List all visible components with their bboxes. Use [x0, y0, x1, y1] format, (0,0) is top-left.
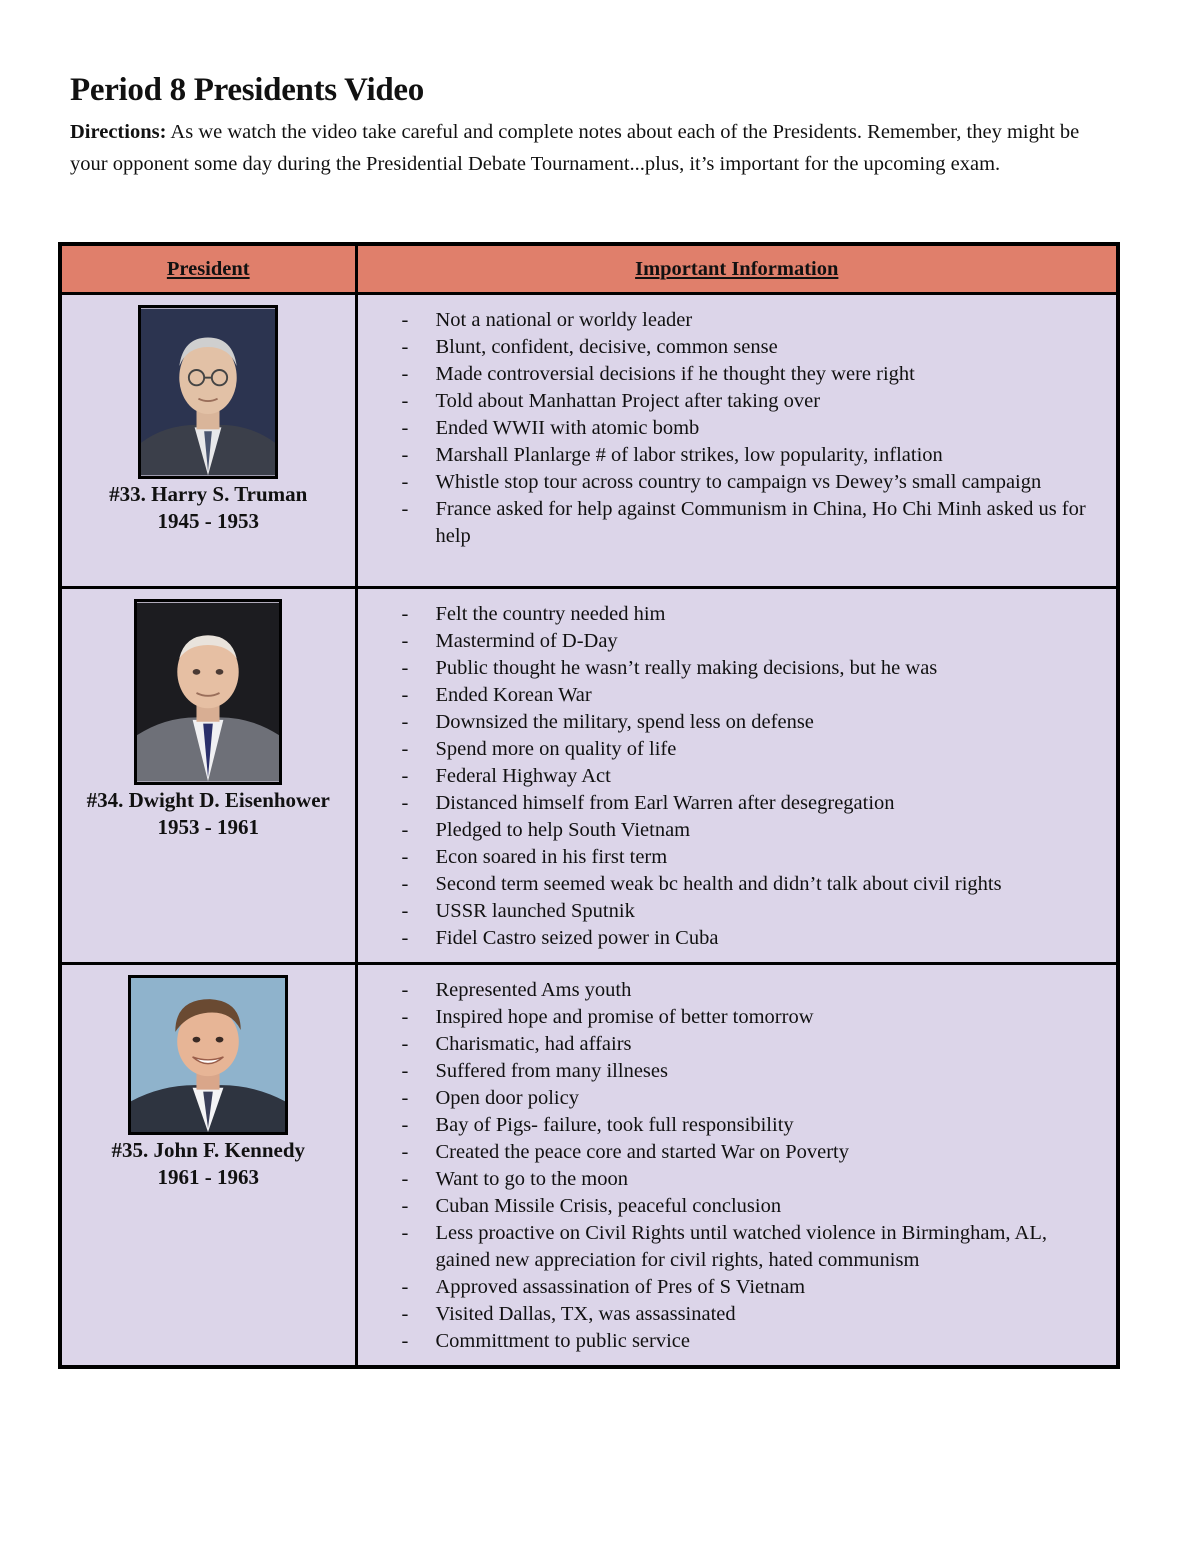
president-name: #33. Harry S. Truman [109, 482, 308, 506]
list-item: - Blunt, confident, decisive, common sense [436, 334, 1097, 361]
list-item: - Econ soared in his first term [436, 844, 1097, 871]
list-item: - Not a national or worldy leader [436, 307, 1097, 334]
truman-portrait-image [138, 305, 278, 479]
list-item: - Want to go to the moon [436, 1166, 1097, 1193]
notes-list [358, 295, 1117, 560]
list-item: - Felt the country needed him [436, 601, 1097, 628]
list-item: - Pledged to help South Vietnam [436, 817, 1097, 844]
list-item: - Downsized the military, spend less on defense [436, 709, 1097, 736]
list-item: - Suffered from many illneses [436, 1058, 1097, 1085]
list-item: - Mastermind of D-Day [436, 628, 1097, 655]
list-item: - Fidel Castro seized power in Cuba [436, 925, 1097, 952]
table-header-row [60, 244, 1118, 294]
notes-list [358, 589, 1117, 962]
notes-cell [356, 964, 1118, 1368]
president-years: 1945 - 1953 [157, 509, 259, 533]
list-item: - Ended Korean War [436, 682, 1097, 709]
header-president: President [60, 244, 356, 294]
list-item: - Open door policy [436, 1085, 1097, 1112]
list-item: - Whistle stop tour across country to campaign vs Dewey’s small campaign [436, 469, 1097, 496]
page-title: Period 8 Presidents Video [70, 72, 424, 108]
list-item: - Charismatic, had affairs [436, 1031, 1097, 1058]
list-item: - Told about Manhattan Project after taking over [436, 388, 1097, 415]
list-item: - Distanced himself from Earl Warren after desegregation [436, 790, 1097, 817]
president-name: #34. Dwight D. Eisenhower [86, 788, 330, 812]
directions-text: As we watch the video take careful and complete notes about each of the Presidents. Remember, they might be your opponent some day during the Presidential Debate Tournament...plus, it’s important for the upcoming exam. [70, 121, 1080, 175]
list-item: - Second term seemed weak bc health and didn’t talk about civil rights [436, 871, 1097, 898]
list-item: - Less proactive on Civil Rights until watched violence in Birmingham, AL, gained new appreciation for civil rights, hated communism [436, 1220, 1097, 1274]
notes-list [358, 965, 1117, 1365]
list-item: - USSR launched Sputnik [436, 898, 1097, 925]
directions [70, 117, 1120, 180]
table-row [60, 294, 1118, 588]
eisenhower-portrait-image [134, 599, 282, 785]
president-years: 1953 - 1961 [157, 815, 259, 839]
president-years: 1961 - 1963 [157, 1165, 259, 1189]
kennedy-portrait-image [128, 975, 288, 1135]
presidents-table [58, 242, 1120, 1369]
list-item: - Inspired hope and promise of better tomorrow [436, 1004, 1097, 1031]
list-item: - Made controversial decisions if he thought they were right [436, 361, 1097, 388]
list-item: - Ended WWII with atomic bomb [436, 415, 1097, 442]
list-item: - France asked for help against Communism in China, Ho Chi Minh asked us for help [436, 496, 1097, 550]
notes-cell [356, 588, 1118, 964]
list-item: - Cuban Missile Crisis, peaceful conclusion [436, 1193, 1097, 1220]
list-item: - Committment to public service [436, 1328, 1097, 1355]
list-item: - Created the peace core and started War on Poverty [436, 1139, 1097, 1166]
notes-cell [356, 294, 1118, 588]
directions-label: Directions: [70, 121, 167, 143]
list-item: - Visited Dallas, TX, was assassinated [436, 1301, 1097, 1328]
list-item: - Bay of Pigs- failure, took full responsibility [436, 1112, 1097, 1139]
list-item: - Spend more on quality of life [436, 736, 1097, 763]
president-name: #35. John F. Kennedy [111, 1138, 306, 1162]
president-cell [60, 294, 356, 588]
list-item: - Approved assassination of Pres of S Vietnam [436, 1274, 1097, 1301]
president-cell [60, 588, 356, 964]
list-item: - Federal Highway Act [436, 763, 1097, 790]
list-item: - Public thought he wasn’t really making decisions, but he was [436, 655, 1097, 682]
list-item: - Marshall Planlarge # of labor strikes, low popularity, inflation [436, 442, 1097, 469]
table-row [60, 588, 1118, 964]
list-item: - Represented Ams youth [436, 977, 1097, 1004]
header-important-information: Important Information [356, 244, 1118, 294]
president-cell [60, 964, 356, 1368]
table-row [60, 964, 1118, 1368]
